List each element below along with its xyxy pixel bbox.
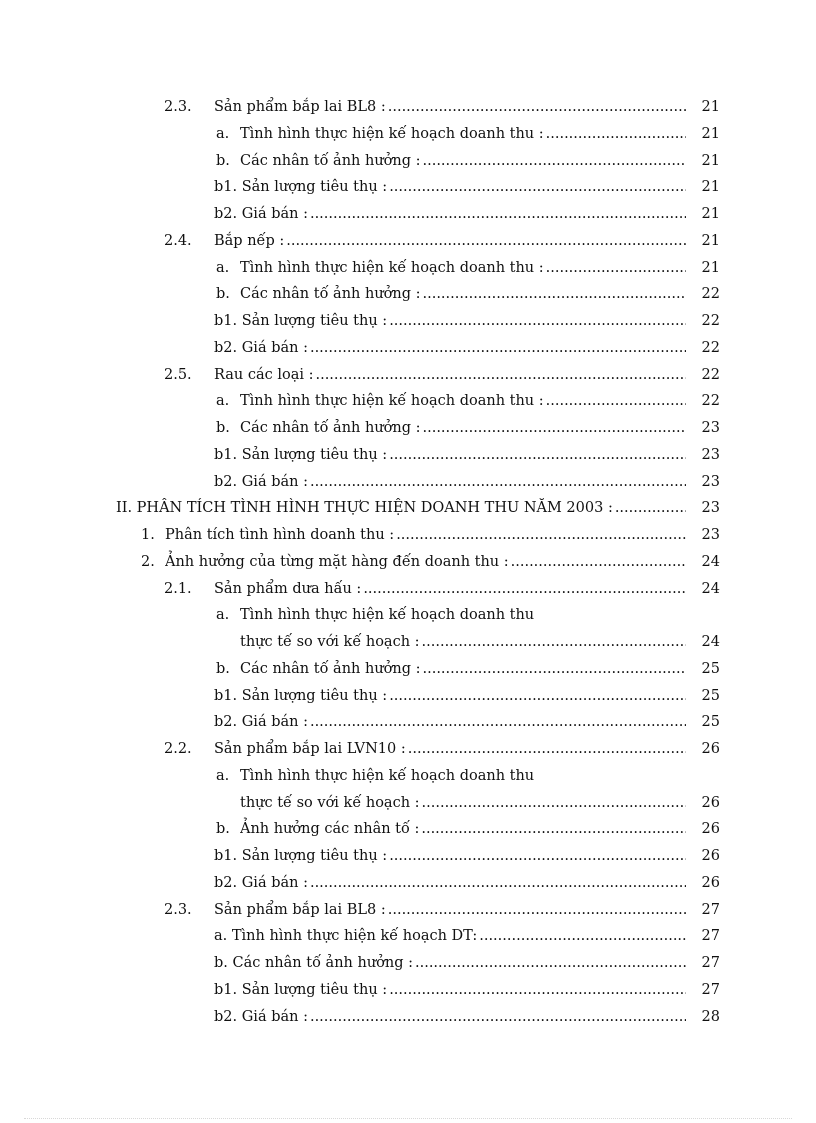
toc-entry-leader bbox=[165, 549, 686, 575]
toc-entry bbox=[0, 950, 816, 977]
toc-entry bbox=[0, 683, 816, 710]
toc-entry-leader bbox=[240, 281, 686, 307]
toc-entry-leader bbox=[240, 415, 686, 441]
toc-entry-leader bbox=[240, 790, 686, 816]
toc-entry-leader bbox=[214, 94, 686, 120]
toc-entry-leader bbox=[214, 469, 686, 495]
toc-entry-page: 23 bbox=[701, 500, 720, 517]
toc-entry-title: Tình hình thực hiện kế hoạch doanh thu : bbox=[240, 125, 544, 142]
dot-leader bbox=[615, 495, 686, 521]
toc-entry-title: Sản phẩm bắp lai LVN10 : bbox=[214, 741, 406, 757]
toc-entry-page: 24 bbox=[701, 553, 720, 570]
toc-entry-title: Sản phẩm bắp lai BL8 : bbox=[214, 99, 386, 115]
toc-entry-number: b. bbox=[216, 286, 230, 303]
toc-entry bbox=[0, 923, 816, 950]
dot-leader bbox=[546, 121, 686, 147]
toc-entry-page: 26 bbox=[701, 874, 720, 891]
dot-leader bbox=[388, 94, 686, 120]
dot-leader bbox=[415, 950, 686, 976]
toc-entry-leader bbox=[214, 308, 686, 334]
toc-entry-leader bbox=[214, 897, 686, 923]
dot-leader bbox=[408, 736, 686, 762]
toc-entry-page: 26 bbox=[701, 794, 720, 811]
toc-entry-title: b1. Sản lượng tiêu thụ : bbox=[214, 981, 388, 998]
toc-entry-number: a. bbox=[216, 259, 230, 276]
toc-entry-title: Ảnh hưởng của từng mặt hàng đến doanh thu : bbox=[165, 553, 509, 570]
toc-entry-page: 21 bbox=[701, 179, 720, 196]
toc-entry-title: b2. Giá bán : bbox=[214, 473, 308, 490]
toc-entry bbox=[0, 174, 816, 201]
toc-entry bbox=[0, 602, 816, 629]
dot-leader bbox=[389, 174, 686, 200]
toc-entry bbox=[0, 201, 816, 228]
toc-entry-page: 27 bbox=[701, 955, 720, 971]
toc-entry-number: a. bbox=[216, 607, 230, 624]
toc-entry-leader bbox=[214, 362, 686, 388]
dot-leader bbox=[396, 522, 686, 548]
toc-entry bbox=[0, 656, 816, 683]
toc-entry-title: thực tế so với kế hoạch : bbox=[240, 634, 420, 650]
toc-entry-title: Các nhân tố ảnh hưởng : bbox=[240, 420, 421, 436]
toc-entry bbox=[0, 121, 816, 148]
toc-entry-number: a. bbox=[216, 125, 230, 142]
toc-entry-leader bbox=[214, 709, 686, 735]
toc-entry bbox=[0, 308, 816, 335]
dot-leader bbox=[310, 1004, 686, 1030]
toc-entry-title: Các nhân tố ảnh hưởng : bbox=[240, 152, 421, 169]
toc-entry bbox=[0, 843, 816, 870]
dot-leader bbox=[546, 255, 686, 281]
toc-entry-leader bbox=[214, 442, 686, 468]
toc-entry-page: 26 bbox=[701, 848, 720, 864]
toc-entry-page: 21 bbox=[701, 125, 720, 142]
toc-entry-leader bbox=[240, 148, 686, 174]
page-bottom-border bbox=[24, 1118, 792, 1119]
toc-entry-leader bbox=[214, 977, 686, 1003]
toc-entry-leader bbox=[165, 522, 686, 548]
toc-entry-title: Sản phẩm dưa hấu : bbox=[214, 580, 362, 597]
toc-entry-leader bbox=[214, 683, 686, 709]
dot-leader bbox=[389, 442, 686, 468]
dot-leader bbox=[423, 415, 687, 441]
toc-entry-page: 21 bbox=[701, 99, 720, 115]
toc-entry-leader bbox=[214, 174, 686, 200]
dot-leader bbox=[310, 870, 686, 896]
dot-leader bbox=[388, 897, 686, 923]
dot-leader bbox=[511, 549, 686, 575]
toc-entry-title: Tình hình thực hiện kế hoạch doanh thu bbox=[240, 767, 535, 784]
toc-entry-page: 22 bbox=[701, 366, 720, 383]
toc-entry-page: 26 bbox=[701, 741, 720, 757]
toc-entry-page: 22 bbox=[701, 313, 720, 329]
toc-entry-title: thực tế so với kế hoạch : bbox=[240, 794, 420, 811]
dot-leader bbox=[422, 629, 686, 655]
toc-entry-number: 1. bbox=[141, 527, 155, 543]
toc-entry-title: Các nhân tố ảnh hưởng : bbox=[240, 286, 421, 303]
toc-entry bbox=[0, 549, 816, 576]
toc-entry-number: 2.4. bbox=[164, 232, 192, 249]
toc-entry bbox=[0, 709, 816, 736]
toc-entry-page: 27 bbox=[701, 928, 720, 945]
toc-entry-leader bbox=[214, 576, 686, 602]
toc-entry bbox=[0, 442, 816, 469]
toc-entry-number: 2.1. bbox=[164, 580, 192, 597]
toc-entry-title: b1. Sản lượng tiêu thụ : bbox=[214, 179, 388, 196]
toc-entry bbox=[0, 228, 816, 255]
toc-entry-leader bbox=[240, 816, 686, 842]
toc-entry-number: a. bbox=[216, 393, 230, 410]
dot-leader bbox=[286, 228, 686, 254]
toc-entry bbox=[0, 281, 816, 308]
toc-entry-number: b. bbox=[216, 420, 230, 436]
toc-entry-page: 22 bbox=[701, 393, 720, 410]
toc-entry-page: 22 bbox=[701, 286, 720, 303]
toc-entry-title: Rau các loại : bbox=[214, 366, 314, 383]
toc-entry-title: Phân tích tình hình doanh thu : bbox=[165, 527, 395, 543]
toc-entry-page: 25 bbox=[701, 660, 720, 677]
toc-entry bbox=[0, 388, 816, 415]
toc-entry-title: Tình hình thực hiện kế hoạch doanh thu : bbox=[240, 259, 544, 276]
toc-entry-page: 21 bbox=[701, 232, 720, 249]
toc-entry-page: 23 bbox=[701, 420, 720, 436]
toc-entry-title: Sản phẩm bắp lai BL8 : bbox=[214, 901, 386, 918]
toc-entry-number: b. bbox=[216, 821, 230, 838]
dot-leader bbox=[389, 308, 686, 334]
toc-entry-title: Ảnh hưởng các nhân tố : bbox=[240, 821, 420, 838]
toc-entry bbox=[0, 469, 816, 496]
toc-entry-leader bbox=[214, 201, 686, 227]
toc-entry-leader bbox=[116, 495, 686, 521]
toc-entry-number: 2.3. bbox=[164, 99, 192, 115]
toc-entry-title: b1. Sản lượng tiêu thụ : bbox=[214, 446, 388, 463]
toc-entry-page: 21 bbox=[701, 152, 720, 169]
toc-entry-number: 2.3. bbox=[164, 901, 192, 918]
toc-entry-title: b2. Giá bán : bbox=[214, 206, 308, 222]
toc-entry-number: b. bbox=[216, 152, 230, 169]
toc-entry-title: b1. Sản lượng tiêu thụ : bbox=[214, 313, 388, 329]
toc-entry-title: b1. Sản lượng tiêu thụ : bbox=[214, 848, 388, 864]
toc-entry-leader bbox=[214, 736, 686, 762]
toc-entry bbox=[0, 816, 816, 843]
toc-entry bbox=[0, 362, 816, 389]
toc-entry bbox=[0, 763, 816, 790]
toc-entry-leader bbox=[240, 388, 686, 414]
toc-entry-title: Tình hình thực hiện kế hoạch doanh thu : bbox=[240, 393, 544, 410]
toc-entry-leader bbox=[214, 950, 686, 976]
dot-leader bbox=[546, 388, 686, 414]
dot-leader bbox=[363, 576, 686, 602]
toc-entry bbox=[0, 522, 816, 549]
toc-entry-page: 21 bbox=[701, 259, 720, 276]
toc-entry-page: 27 bbox=[701, 901, 720, 918]
toc-entry-title: a. Tình hình thực hiện kế hoạch DT: bbox=[214, 928, 478, 945]
dot-leader bbox=[310, 335, 686, 361]
toc-entry-page: 23 bbox=[701, 446, 720, 463]
toc-entry-number: 2.2. bbox=[164, 741, 192, 757]
toc-entry-page: 28 bbox=[701, 1008, 720, 1025]
toc-entry bbox=[0, 335, 816, 362]
toc-entry-page: 27 bbox=[701, 981, 720, 998]
toc-entry-title: b2. Giá bán : bbox=[214, 1008, 308, 1025]
dot-leader bbox=[389, 843, 686, 869]
toc-entry-page: 25 bbox=[701, 714, 720, 731]
toc-entry-page: 23 bbox=[701, 473, 720, 490]
dot-leader bbox=[421, 816, 686, 842]
toc-entry-title: b1. Sản lượng tiêu thụ : bbox=[214, 687, 388, 704]
dot-leader bbox=[479, 923, 686, 949]
dot-leader bbox=[389, 977, 686, 1003]
toc-entry-page: 22 bbox=[701, 339, 720, 356]
toc-entry-number: 2.5. bbox=[164, 366, 192, 383]
toc-entry-leader bbox=[214, 870, 686, 896]
dot-leader bbox=[423, 656, 687, 682]
toc-entry-leader bbox=[240, 121, 686, 147]
dot-leader bbox=[423, 148, 687, 174]
toc-entry bbox=[0, 576, 816, 603]
toc-entry bbox=[0, 629, 816, 656]
toc-entry-leader bbox=[214, 228, 686, 254]
toc-entry bbox=[0, 736, 816, 763]
toc-entry-title: b2. Giá bán : bbox=[214, 714, 308, 731]
dot-leader bbox=[422, 790, 686, 816]
table-of-contents bbox=[0, 94, 816, 1030]
toc-entry-page: 23 bbox=[701, 527, 720, 543]
toc-entry-title: b2. Giá bán : bbox=[214, 339, 308, 356]
toc-entry bbox=[0, 977, 816, 1004]
dot-leader bbox=[310, 709, 686, 735]
toc-entry bbox=[0, 897, 816, 924]
toc-entry-number: b. bbox=[216, 660, 230, 677]
toc-entry-leader bbox=[214, 1004, 686, 1030]
toc-entry bbox=[0, 415, 816, 442]
toc-entry-title: Các nhân tố ảnh hưởng : bbox=[240, 660, 421, 677]
toc-entry-title: b2. Giá bán : bbox=[214, 874, 308, 891]
toc-entry bbox=[0, 94, 816, 121]
dot-leader bbox=[315, 362, 686, 388]
toc-entry-title: Bắp nếp : bbox=[214, 232, 285, 249]
toc-entry-leader bbox=[214, 843, 686, 869]
dot-leader bbox=[389, 683, 686, 709]
toc-entry bbox=[0, 1004, 816, 1031]
toc-entry-page: 21 bbox=[701, 206, 720, 222]
dot-leader bbox=[310, 201, 686, 227]
toc-entry-leader bbox=[240, 255, 686, 281]
toc-entry-leader bbox=[214, 335, 686, 361]
toc-entry bbox=[0, 870, 816, 897]
toc-entry-page: 24 bbox=[701, 580, 720, 597]
toc-entry bbox=[0, 255, 816, 282]
toc-entry bbox=[0, 790, 816, 817]
toc-entry-page: 26 bbox=[701, 821, 720, 838]
toc-entry bbox=[0, 495, 816, 522]
toc-entry-leader bbox=[214, 923, 686, 949]
toc-entry-title: Tình hình thực hiện kế hoạch doanh thu bbox=[240, 607, 535, 624]
toc-entry-page: 25 bbox=[701, 687, 720, 704]
toc-entry-number: a. bbox=[216, 767, 230, 784]
toc-entry-title: II. PHÂN TÍCH TÌNH HÌNH THỰC HIỆN DOANH THU NĂM 2003 : bbox=[116, 500, 613, 517]
toc-entry-page: 24 bbox=[701, 634, 720, 650]
toc-entry-number: 2. bbox=[141, 553, 155, 570]
toc-entry bbox=[0, 148, 816, 175]
dot-leader bbox=[423, 281, 687, 307]
dot-leader bbox=[310, 469, 686, 495]
toc-entry-leader bbox=[240, 656, 686, 682]
toc-entry-title: b. Các nhân tố ảnh hưởng : bbox=[214, 955, 413, 971]
toc-entry-leader bbox=[240, 629, 686, 655]
